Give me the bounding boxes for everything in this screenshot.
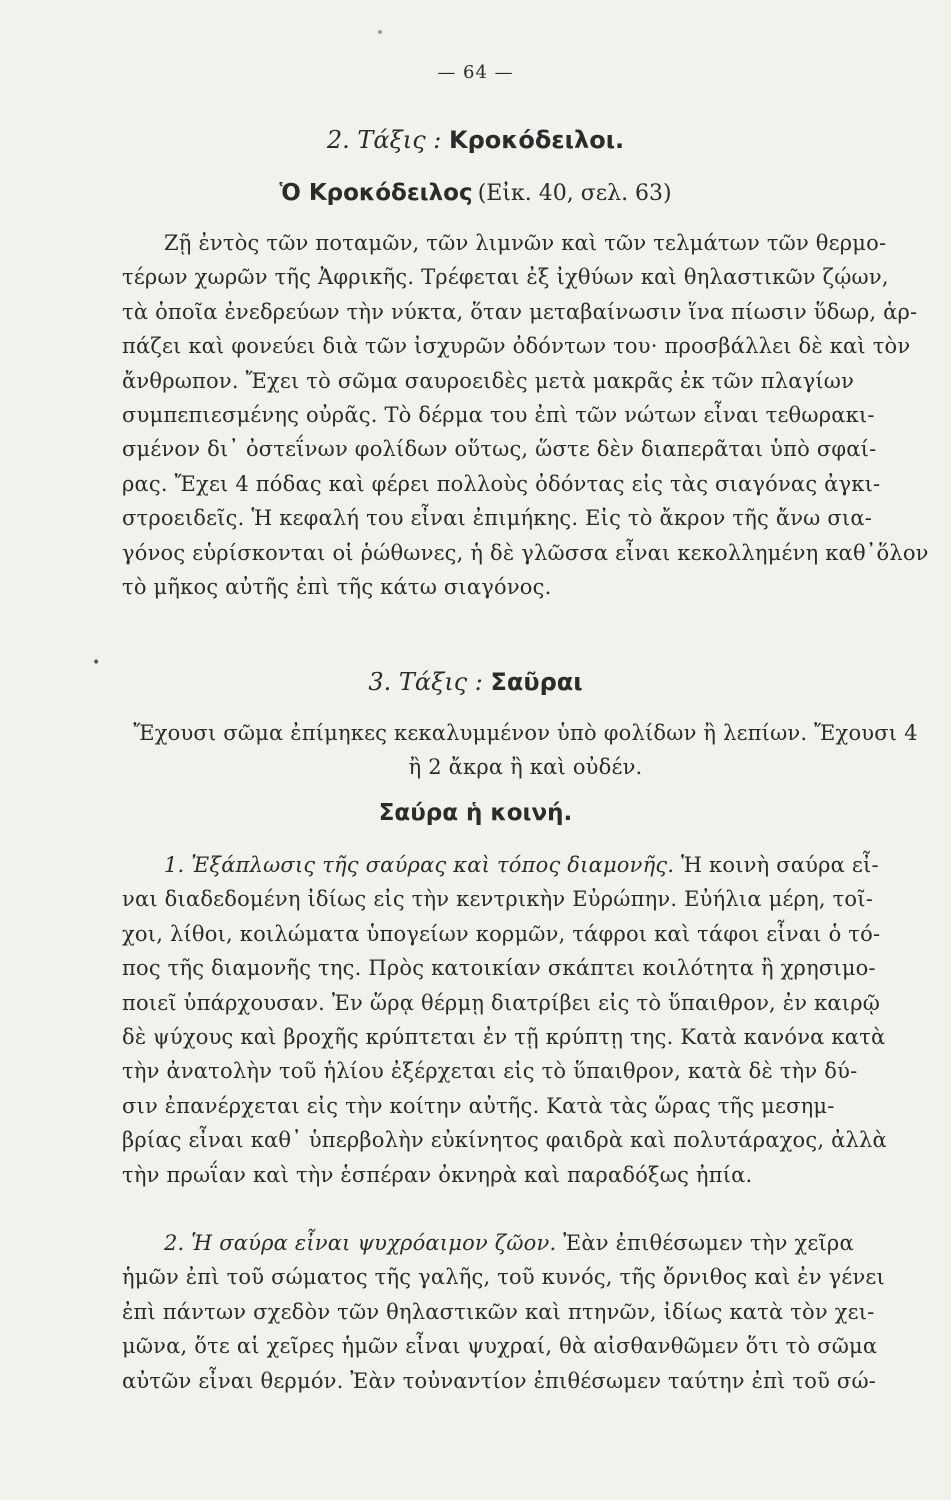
text-line: ἡμῶν ἐπὶ τοῦ σώματος τῆς γαλῆς, τοῦ κυνός, τῆς ὄρνιθος καὶ ἐν γένει: [122, 1265, 885, 1290]
paragraph-title: 2. Ἡ σαύρα εἶναι ψυχρόαιμον ζῶον.: [164, 1231, 557, 1255]
order-number: 3.: [368, 668, 392, 696]
order-heading-lizards: [0, 668, 951, 696]
paragraph-title: 1. Ἐξάπλωσις τῆς σαύρας καὶ τόπος διαμονῆς.: [164, 853, 675, 877]
text-line: ἐπὶ πάντων σχεδὸν τῶν θηλαστικῶν καὶ πτηνῶν, ἰδίως κατὰ τὸν χει-: [122, 1299, 875, 1324]
text-line: σμένον δι᾽ ὀστεΐνων φολίδων οὕτως, ὥστε δὲν διαπερᾶται ὑπὸ σφαί-: [122, 437, 877, 462]
text-line: συμπεπιεσμένης οὐρᾶς. Τὸ δέρμα του ἐπὶ τῶν νώτων εἶναι τεθωρακι-: [122, 403, 875, 428]
text-line: τὴν πρωΐαν καὶ τὴν ἑσπέραν ὀκνηρὰ καὶ παραδόξως ἠπία.: [122, 1162, 753, 1187]
lizards-description: [122, 716, 929, 785]
figure-reference: (Εἰκ. 40, σελ. 63): [477, 181, 672, 206]
text-line: τέρων χωρῶν τῆς Ἀφρικῆς. Τρέφεται ἐξ ἰχθύων καὶ θηλαστικῶν ζῴων,: [122, 265, 889, 290]
lizard-paragraph-2: [122, 1226, 929, 1398]
text-line: βρίας εἶναι καθ᾽ ὑπερβολὴν εὐκίνητος φαιδρὰ καὶ πολυτάραχος, ἀλλὰ: [122, 1128, 887, 1153]
text-line: [122, 1226, 929, 1260]
animal-name: Ὁ Κροκόδειλος: [279, 180, 473, 206]
text-line: ναι διαδεδομένη ἰδίως εἰς τὴν κεντρικὴν Εὐρώπην. Εὐήλια μέρη, τοῖ-: [122, 887, 873, 912]
order-label: Τάξις :: [398, 668, 483, 696]
text-line: [122, 848, 929, 882]
text-line: αὐτῶν εἶναι θερμόν. Ἐὰν τοὐναντίον ἐπιθέσωμεν ταύτην ἐπὶ τοῦ σώ-: [122, 1368, 877, 1393]
text-line: ἄνθρωπον. Ἔχει τὸ σῶμα σαυροειδὲς μετὰ μακρᾶς ἐκ τῶν πλαγίων: [122, 368, 855, 393]
text-line: τὸ μῆκος αὐτῆς ἐπὶ τῆς κάτω σιαγόνος.: [122, 575, 552, 600]
animal-name: Σαύρα ἡ κοινή.: [378, 800, 573, 826]
animal-heading-crocodile: [0, 180, 951, 206]
text-line: γόνος εὑρίσκονται οἱ ῥώθωνες, ἡ δὲ γλῶσσα εἶναι κεκολλημένη καθ᾽ὅλον: [122, 540, 929, 565]
text-line: πάζει καὶ φονεύει διὰ τῶν ἰσχυρῶν ὀδόντων του· προσβάλλει δὲ καὶ τὸν: [122, 334, 911, 359]
order-name: Κροκόδειλοι.: [449, 126, 625, 154]
page-number: — 64 —: [437, 62, 514, 83]
text-line: δὲ ψύχους καὶ βροχῆς κρύπτεται ἐν τῇ κρύπτῃ της. Κατὰ κανόνα κατὰ: [122, 1025, 886, 1050]
order-name: Σαῦραι: [490, 668, 583, 696]
margin-mark: •: [92, 655, 101, 671]
lizard-paragraph-1: [122, 848, 929, 1192]
text-run: Ἡ κοινὴ σαύρα εἶ-: [674, 853, 879, 877]
text-line: τὴν ἀνατολὴν τοῦ ἡλίου ἐξέρχεται εἰς τὸ ὕπαιθρον, κατὰ δὲ τὴν δύ-: [122, 1059, 858, 1084]
text-line: τὰ ὁποῖα ἐνεδρεύων τὴν νύκτα, ὅταν μεταβαίνωσιν ἵνα πίωσιν ὕδωρ, ἁρ-: [122, 299, 918, 324]
text-line: μῶνα, ὅτε αἱ χεῖρες ἡμῶν εἶναι ψυχραί, θὰ αἰσθανθῶμεν ὅτι τὸ σῶμα: [122, 1334, 878, 1359]
text-line: σιν ἐπανέρχεται εἰς τὴν κοίτην αὐτῆς. Κατὰ τὰς ὥρας τῆς μεσημ-: [122, 1093, 835, 1118]
text-line: χοι, λίθοι, κοιλώματα ὑπογείων κορμῶν, τάφροι καὶ τάφοι εἶναι ὁ τό-: [122, 921, 881, 946]
text-line: πος τῆς διαμονῆς της. Πρὸς κατοικίαν σκάπτει κοιλότητα ἢ χρησιμο-: [122, 956, 876, 981]
print-speck: [378, 30, 382, 34]
text-run: Ἐὰν ἐπιθέσωμεν τὴν χεῖρα: [556, 1231, 854, 1255]
text-line: στροειδεῖς. Ἡ κεφαλή του εἶναι ἐπιμήκης. Εἰς τὸ ἄκρον τῆς ἄνω σια-: [122, 506, 873, 531]
order-number: 2.: [326, 126, 350, 154]
order-heading-crocodiles: [0, 126, 951, 154]
text-line: ἢ 2 ἄκρα ἢ καὶ οὐδέν.: [408, 755, 643, 780]
animal-heading-lizard: [0, 800, 951, 826]
order-label: Τάξις :: [357, 126, 442, 154]
text-line: Ζῇ ἐντὸς τῶν ποταμῶν, τῶν λιμνῶν καὶ τῶν τελμάτων τῶν θερμο-: [164, 231, 887, 255]
crocodile-paragraph: [122, 226, 929, 604]
text-line: Ἔχουσι σῶμα ἐπίμηκες κεκαλυμμένον ὑπὸ φολίδων ἢ λεπίων. Ἔχουσι 4: [133, 721, 918, 745]
text-line: ποιεῖ ὑπάρχουσαν. Ἐν ὥρᾳ θέρμῃ διατρίβει εἰς τὸ ὕπαιθρον, ἐν καιρῷ: [122, 990, 881, 1015]
text-line: ρας. Ἔχει 4 πόδας καὶ φέρει πολλοὺς ὀδόντας εἰς τὰς σιαγόνας ἀγκι-: [122, 471, 881, 496]
